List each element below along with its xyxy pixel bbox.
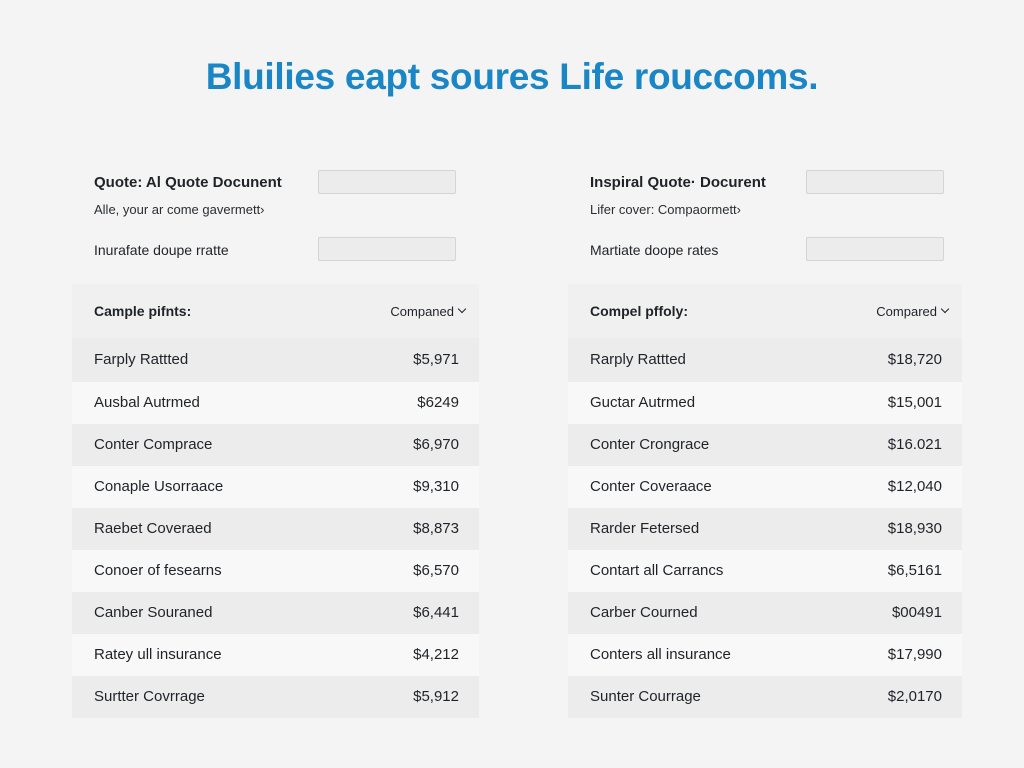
row-label: Raebet Coveraed — [94, 520, 212, 537]
page-title: Bluilies eapt soures Life roucсoms. — [205, 56, 819, 97]
row-label: Ausbal Autrmed — [94, 394, 200, 411]
row-label: Conter Crongrace — [590, 436, 710, 453]
row-label: Farply Rattted — [94, 351, 189, 368]
rate-row — [568, 237, 962, 263]
row-price: $6,570 — [413, 562, 459, 579]
table-row[interactable] — [72, 424, 479, 466]
row-label: Carber Courned — [590, 604, 698, 621]
table-header — [568, 284, 962, 338]
row-label: Canber Souraned — [94, 604, 213, 621]
document-label: Inspiral Quote· Docurent — [590, 174, 766, 191]
rate-label: Martiate doope rates — [590, 242, 719, 258]
row-price: $00491 — [891, 604, 942, 621]
table-row[interactable] — [72, 634, 479, 676]
table-body — [568, 338, 962, 718]
row-label: Conoer of fesearns — [94, 562, 222, 579]
row-label: Sunter Courrage — [590, 688, 701, 705]
row-label: Surtter Covrrage — [94, 688, 205, 705]
quote-table — [568, 284, 962, 718]
row-price: $5,912 — [413, 688, 459, 705]
row-price: $4,212 — [413, 646, 459, 663]
coverage-sublabel[interactable]: Lifer cover: Compaormett› — [590, 202, 741, 217]
table-row[interactable] — [72, 550, 479, 592]
table-row[interactable] — [72, 466, 479, 508]
document-input[interactable] — [318, 170, 456, 194]
table-row[interactable] — [72, 382, 479, 424]
table-row[interactable] — [568, 592, 962, 634]
table-row[interactable] — [568, 338, 962, 382]
row-label: Conaple Usorraace — [94, 478, 224, 495]
table-row[interactable] — [72, 508, 479, 550]
table-header — [72, 284, 479, 338]
chevron-down-icon — [941, 305, 949, 313]
table-row[interactable] — [568, 508, 962, 550]
rate-input[interactable] — [806, 237, 944, 261]
row-price: $6,5161 — [887, 562, 942, 579]
row-label: Ratey ull insurance — [94, 646, 222, 663]
rate-row — [72, 237, 479, 263]
row-label: Rarply Rattted — [590, 351, 686, 368]
row-price: $18,930 — [887, 520, 942, 537]
table-row[interactable] — [568, 550, 962, 592]
compare-select[interactable] — [876, 301, 948, 321]
chevron-down-icon — [458, 305, 466, 313]
table-body — [72, 338, 479, 718]
document-label: Quote: Al Quote Docunent — [94, 174, 282, 191]
quote-table — [72, 284, 479, 718]
table-row[interactable] — [568, 634, 962, 676]
row-price: $6249 — [417, 394, 459, 411]
table-row[interactable] — [568, 382, 962, 424]
rate-input[interactable] — [318, 237, 456, 261]
row-price: $16.021 — [887, 436, 942, 453]
compare-select[interactable] — [390, 301, 465, 321]
compare-select-value: Compared — [876, 303, 937, 319]
row-label: Conter Comprace — [94, 436, 213, 453]
table-row[interactable] — [568, 676, 962, 718]
table-row[interactable] — [72, 338, 479, 382]
row-price: $18,720 — [887, 351, 942, 368]
table-row[interactable] — [568, 466, 962, 508]
rate-label: Inurafate doupe rratte — [94, 242, 229, 258]
row-price: $9,310 — [413, 478, 459, 495]
coverage-sublabel[interactable]: Alle, your ar come gavermett› — [94, 202, 265, 217]
row-price: $12,040 — [887, 478, 942, 495]
row-price: $17,990 — [887, 646, 942, 663]
table-header-label: Cample pifnts: — [94, 303, 192, 319]
table-row[interactable] — [72, 676, 479, 718]
row-price: $5,971 — [413, 351, 459, 368]
row-label: Conters all insurance — [590, 646, 731, 663]
document-row — [568, 170, 962, 196]
table-row[interactable] — [72, 592, 479, 634]
row-price: $2,0170 — [887, 688, 942, 705]
table-header-label: Compel pffoly: — [590, 303, 688, 319]
compare-select-value: Companed — [390, 303, 454, 319]
row-label: Guctar Autrmed — [590, 394, 696, 411]
row-label: Conter Coveraace — [590, 478, 712, 495]
row-price: $6,970 — [413, 436, 459, 453]
table-row[interactable] — [568, 424, 962, 466]
row-price: $15,001 — [887, 394, 942, 411]
row-label: Rarder Fetersed — [590, 520, 700, 537]
document-row — [72, 170, 479, 196]
row-price: $6,441 — [413, 604, 459, 621]
document-input[interactable] — [806, 170, 944, 194]
row-label: Contart all Carrancs — [590, 562, 724, 579]
row-price: $8,873 — [413, 520, 459, 537]
